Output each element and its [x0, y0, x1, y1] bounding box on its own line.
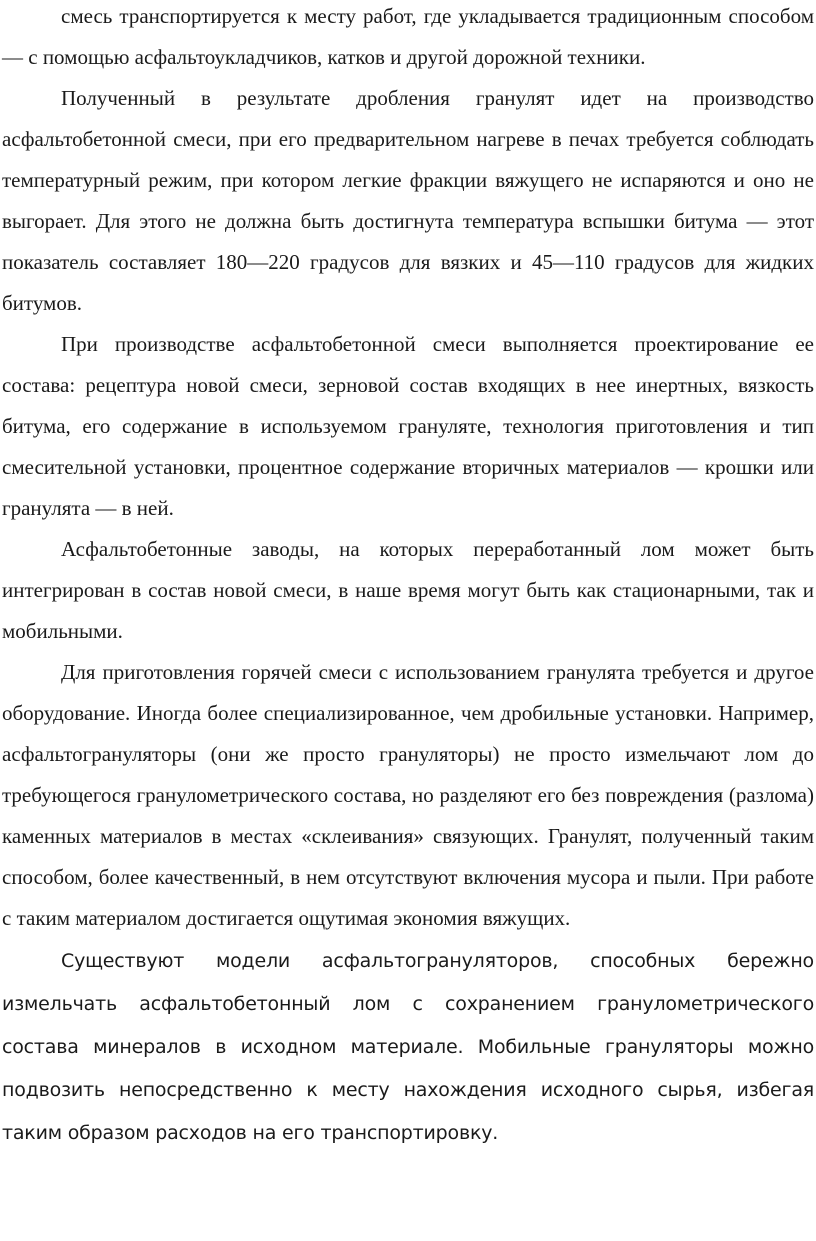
paragraph-granulators: Для приготовления горячей смеси с использованием гранулята требуется и другое оборудование. Иногда более специализированное, чем дробильные установки. Например, асфальтогрануляторы (они же просто грануляторы) не просто измельчают лом до требующегося гранулометрического состава, но разделяют его без повреждения (разлома) каменных материалов в местах «склеивания» связующих. Гранулят, полученный таким способом, более качественный, в нем отсутствуют включения мусора и пыли. При работе с таким материалом достигается ощутимая экономия вяжущих. — [2, 660, 814, 930]
paragraph-text: смесь транспортируется к месту работ, где укладывается традиционным способом — с помощью асфальтоукладчиков, катков и другой дорожной техники. — [2, 4, 814, 69]
paragraph-asphalt-plants: Асфальтобетонные заводы, на которых переработанный лом может быть интегрирован в состав новой смеси, в наше время могут быть как стационарными, так и мобильными. — [2, 537, 814, 643]
paragraph-granulate-heating: Полученный в результате дробления гранулят идет на производство асфальтобетонной смеси, при его предварительном нагреве в печах требуется соблюдать температурный режим, при котором легкие фракции вяжущего не испаряются и оно не выгорает. Для этого не должна быть достигнута температура вспышки битума — этот показатель составляет 180—220 градусов для вязких и 45—110 градусов для жидких битумов. — [2, 86, 814, 315]
paragraph-mix-design: При производстве асфальтобетонной смеси выполняется проектирование ее состава: рецептура новой смеси, зерновой состав входящих в нее инертных, вязкость битума, его содержание в используемом грануляте, технология приготовления и тип смесительной установки, процентное содержание вторичных материалов — крошки или гранулята — в ней. — [2, 332, 814, 520]
paragraph-mobile-granulators: Существуют модели асфальтогрануляторов, способных бережно измельчать асфальтобетонный лом с сохранением гранулометрического состава минералов в исходном материале. Мобильные грануляторы можно подвозить непосредственно к месту нахождения исходного сырья, избегая таким образом расходов на его транспортировку. — [2, 950, 814, 1144]
paragraph-continuation — [2, 0, 814, 78]
